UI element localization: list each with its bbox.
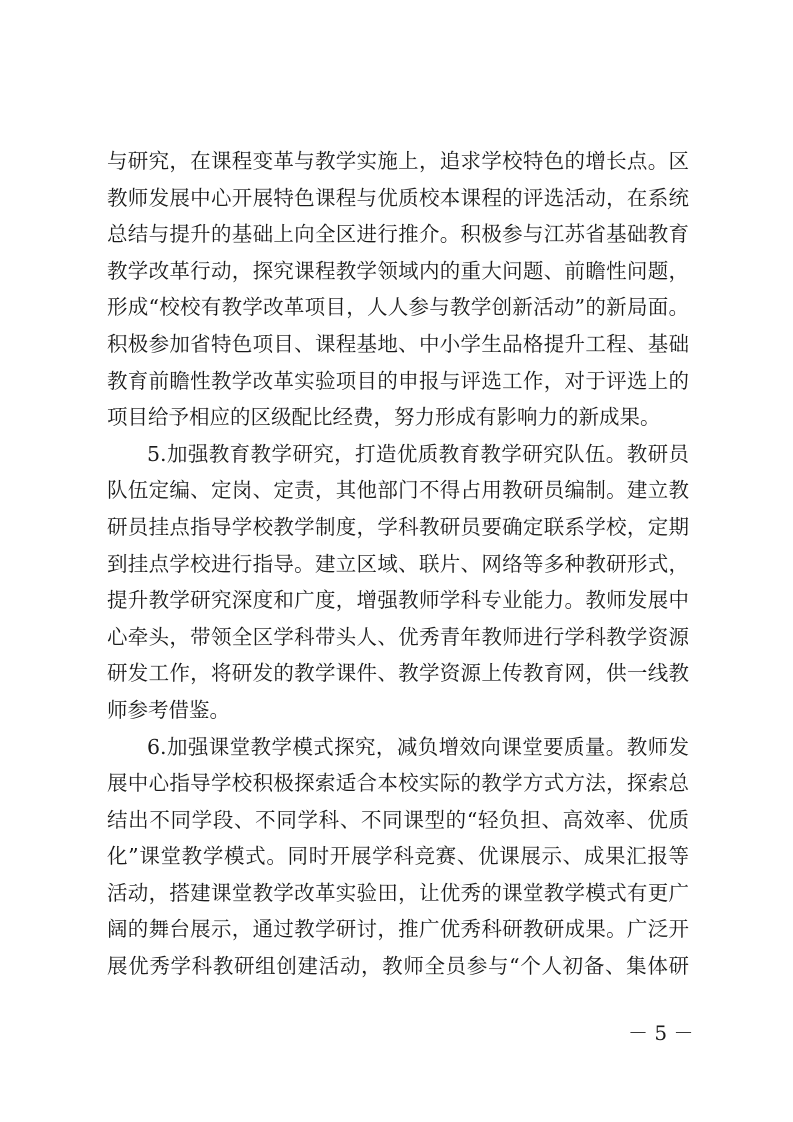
text-line: 教学改革行动，探究课程教学领域内的重大问题、前瞻性问题， — [107, 258, 689, 283]
text-line: 研发工作，将研发的教学课件、教学资源上传教育网，供一线教 — [107, 661, 689, 686]
page-number: － 5 － — [628, 1021, 694, 1045]
text-line: 结出不同学段、不同学科、不同课型的“轻负担、高效率、优质 — [107, 807, 689, 832]
text-line: 6.加强课堂教学模式探究，减负增效向课堂要质量。教师发 — [147, 734, 689, 759]
text-line: 总结与提升的基础上向全区进行推介。积极参与江苏省基础教育 — [107, 222, 689, 247]
text-line: 展优秀学科教研组创建活动，教师全员参与“个人初备、集体研 — [107, 954, 689, 979]
text-line: 研员挂点指导学校教学制度，学科教研员要确定联系学校，定期 — [107, 514, 689, 539]
text-line: 形成“校校有教学改革项目，人人参与教学创新活动”的新局面。 — [107, 295, 689, 320]
text-line: 5.加强教育教学研究，打造优质教育教学研究队伍。教研员 — [147, 441, 689, 466]
paragraph-3 — [107, 729, 689, 985]
text-line: 提升教学研究深度和广度，增强教师学科专业能力。教师发展中 — [107, 588, 689, 613]
text-line: 队伍定编、定岗、定责，其他部门不得占用教研员编制。建立教 — [107, 478, 689, 503]
paragraph-2 — [107, 436, 689, 729]
text-line: 展中心指导学校积极探索适合本校实际的教学方式方法，探索总 — [107, 771, 689, 796]
text-line: 阔的舞台展示，通过教学研讨，推广优秀科研教研成果。广泛开 — [107, 917, 689, 942]
text-line: 积极参加省特色项目、课程基地、中小学生品格提升工程、基础 — [107, 331, 689, 356]
document-body — [107, 143, 689, 985]
text-line: 到挂点学校进行指导。建立区域、联片、网络等多种教研形式， — [107, 551, 689, 576]
text-line: 师参考借鉴。 — [107, 697, 230, 722]
text-line: 化”课堂教学模式。同时开展学科竞赛、优课展示、成果汇报等 — [107, 844, 689, 869]
text-line: 教育前瞻性教学改革实验项目的申报与评选工作，对于评选上的 — [107, 368, 689, 393]
text-line: 心牵头，带领全区学科带头人、优秀青年教师进行学科教学资源 — [107, 624, 689, 649]
text-line: 活动，搭建课堂教学改革实验田，让优秀的课堂教学模式有更广 — [107, 880, 689, 905]
text-line: 教师发展中心开展特色课程与优质校本课程的评选活动，在系统 — [107, 185, 689, 210]
paragraph-1 — [107, 143, 689, 436]
text-line: 与研究，在课程变革与教学实施上，追求学校特色的增长点。区 — [107, 149, 689, 173]
text-line: 项目给予相应的区级配比经费，努力形成有影响力的新成果。 — [107, 405, 661, 430]
